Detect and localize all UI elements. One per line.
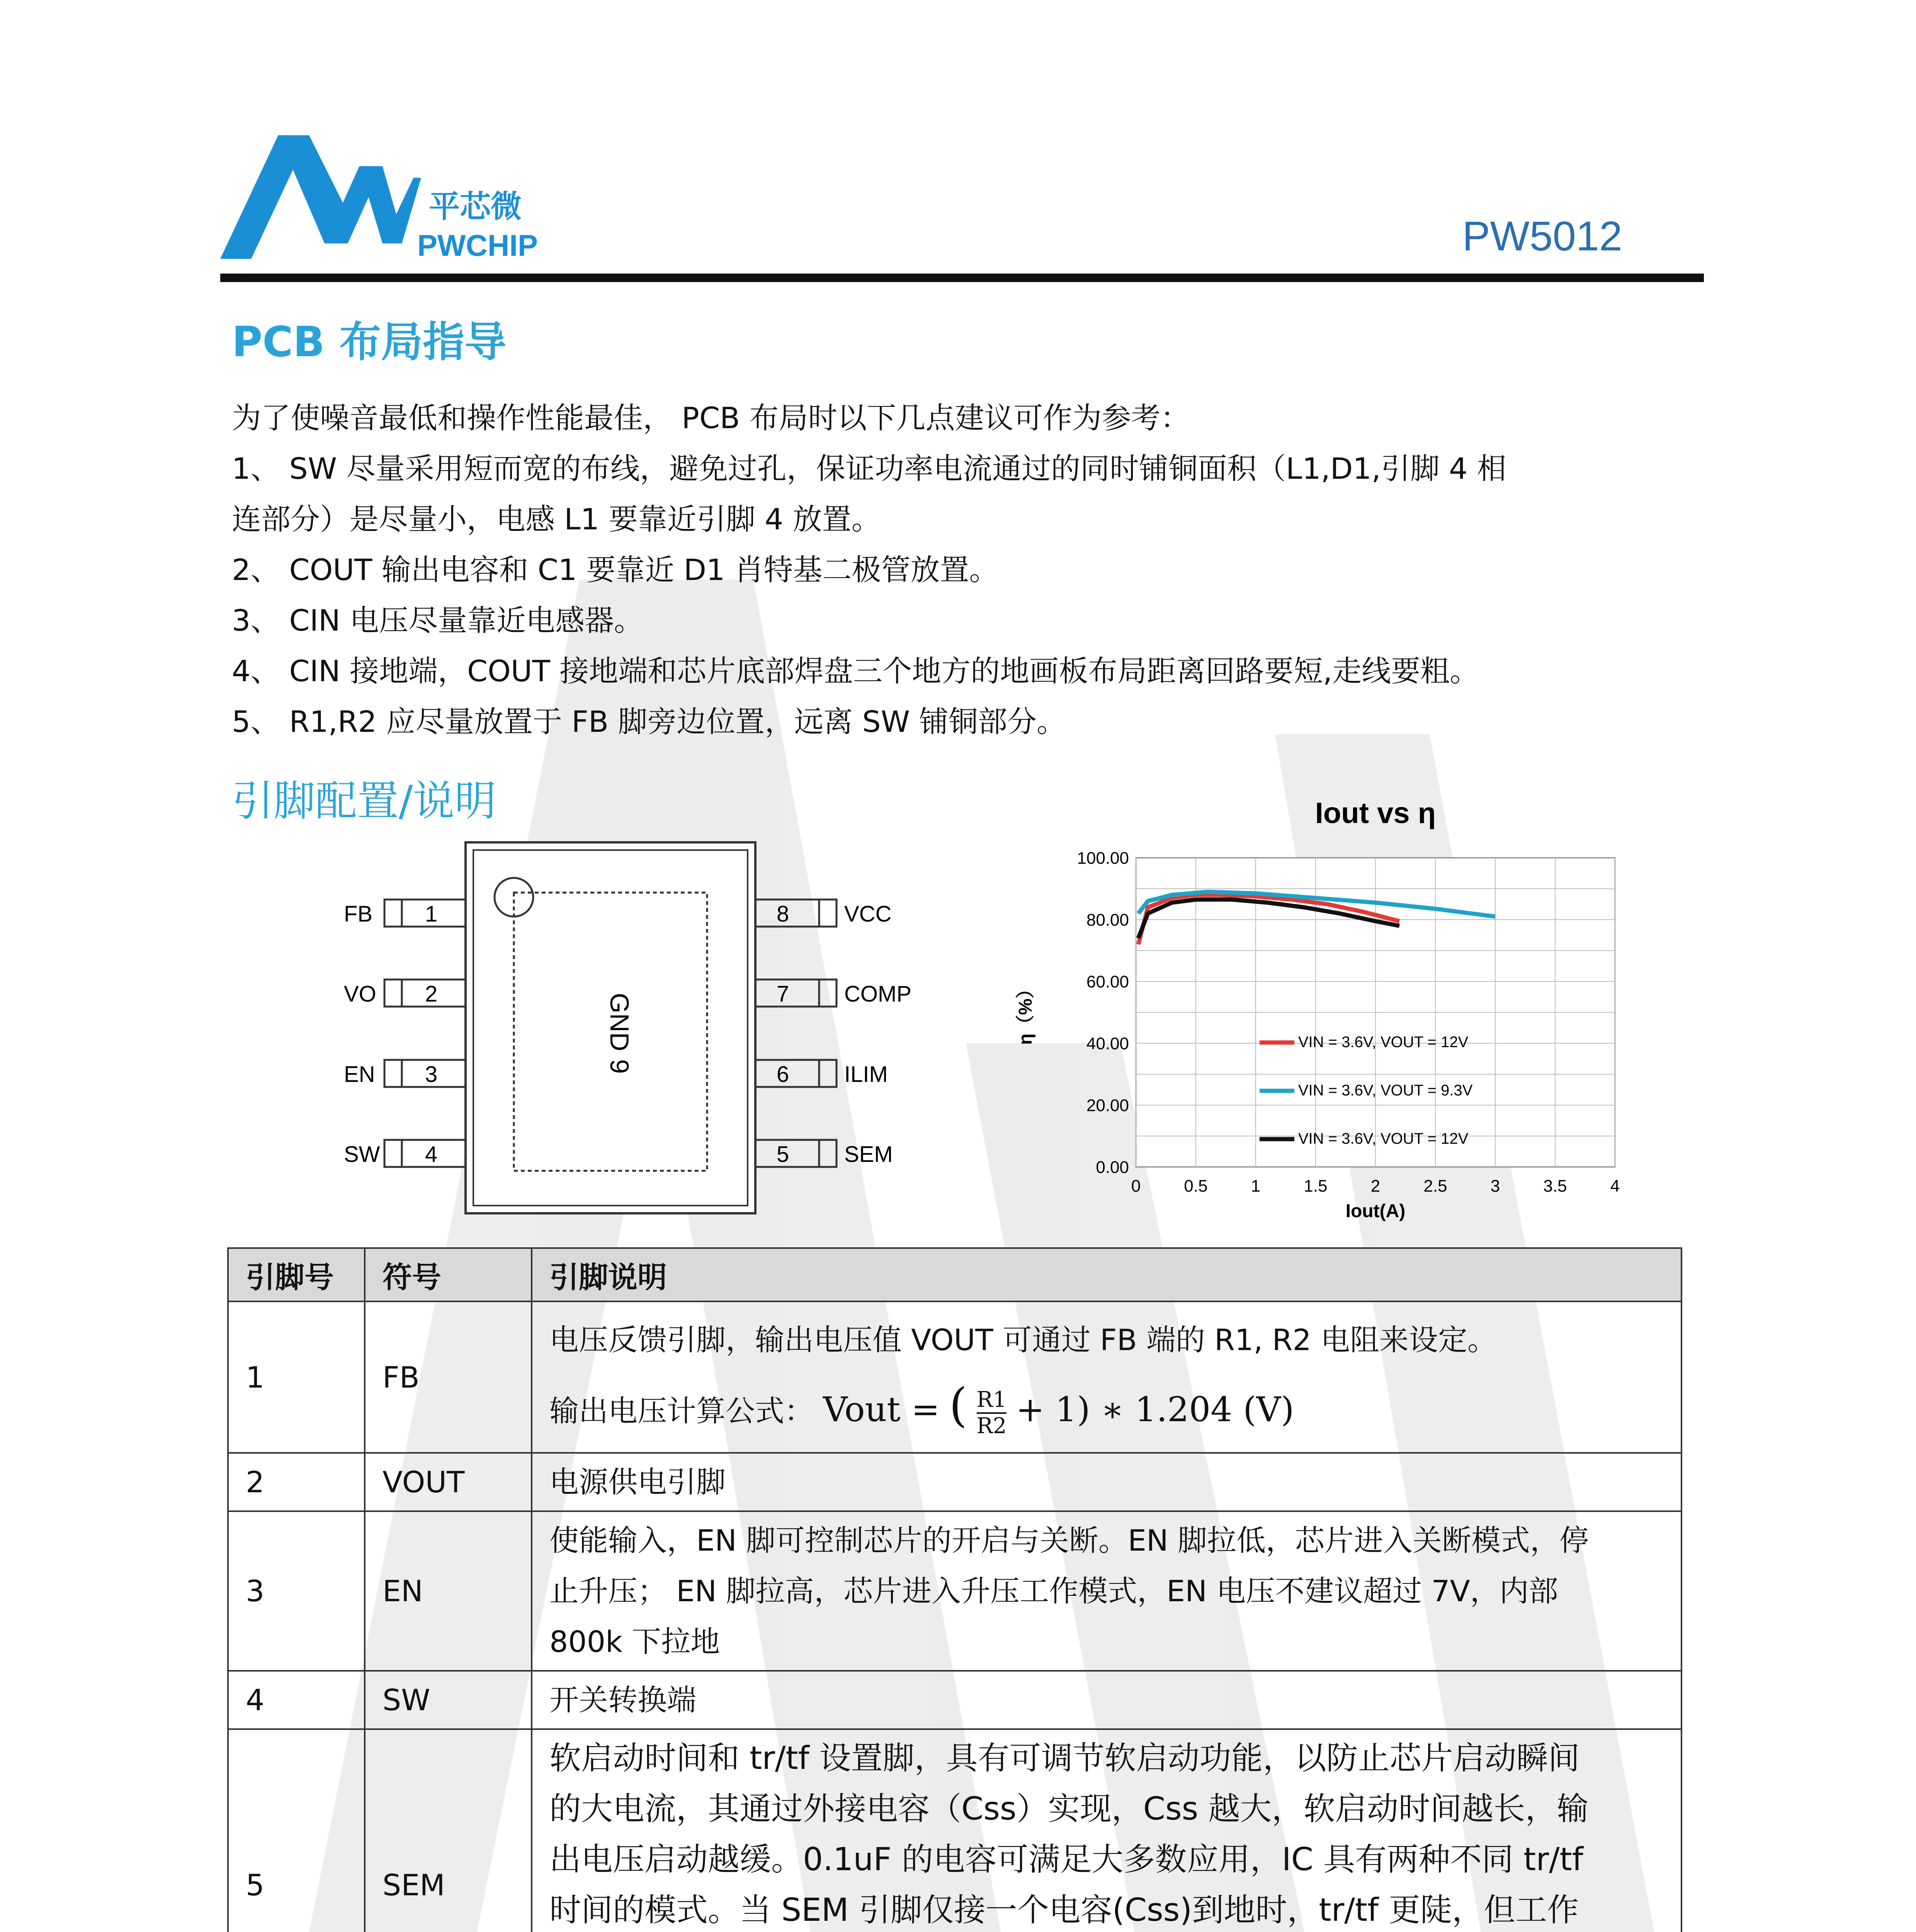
x-tick-label: 2.5 bbox=[1423, 1177, 1447, 1196]
legend-entry: VIN = 3.6V, VOUT = 12V bbox=[1298, 1034, 1469, 1051]
pin-description-cell bbox=[532, 1729, 1681, 1932]
description-line: 出电压启动越缓。0.1uF 的电容可满足大多数应用，IC 具有两种不同 tr/tf bbox=[549, 1841, 1583, 1878]
y-tick-label: 100.00 bbox=[1077, 849, 1129, 868]
pin-8-num: 8 bbox=[777, 901, 789, 927]
formula-line bbox=[549, 1377, 1664, 1440]
pin-7-name: COMP bbox=[844, 981, 911, 1007]
pin-6-name: ILIM bbox=[844, 1062, 888, 1087]
pin-number-cell: 5 bbox=[228, 1729, 365, 1932]
pin-number-cell: 2 bbox=[228, 1453, 365, 1511]
description-line: 开关转换端 bbox=[549, 1683, 696, 1717]
pin-2-num: 2 bbox=[425, 981, 438, 1007]
formula-label: 输出电压计算公式： bbox=[549, 1393, 814, 1428]
pin-description-cell bbox=[532, 1301, 1681, 1453]
pin-1-name: FB bbox=[344, 901, 373, 927]
pin-symbol-cell: FB bbox=[365, 1301, 532, 1453]
y-tick-label: 20.00 bbox=[1086, 1096, 1129, 1115]
pin-4-num: 4 bbox=[425, 1142, 438, 1167]
pcb-intro: 为了使噪音最低和操作性能最佳， PCB 布局时以下几点建议可作为参考： bbox=[232, 401, 1190, 435]
pin-symbol-cell: SEM bbox=[365, 1729, 532, 1932]
pin-6-num: 6 bbox=[777, 1062, 789, 1087]
pin-4-name: SW bbox=[344, 1142, 380, 1167]
pin-5-name: SEM bbox=[844, 1142, 893, 1167]
pin-symbol-cell: VOUT bbox=[365, 1453, 532, 1511]
description-line: 止升压； EN 脚拉高，芯片进入升压工作模式，EN 电压不建议超过 7V，内部 bbox=[549, 1574, 1558, 1608]
formula-open-paren: ( bbox=[949, 1378, 967, 1432]
chart-title: Iout vs η bbox=[1315, 797, 1436, 830]
formula-numerator: R1 bbox=[977, 1388, 1007, 1414]
col-header-symbol: 符号 bbox=[365, 1248, 532, 1301]
x-axis-label: Iout(A) bbox=[1345, 1201, 1406, 1221]
pinout-diagram bbox=[332, 835, 927, 1221]
pin-8-name: VCC bbox=[844, 901, 892, 927]
pin-symbol-cell: EN bbox=[365, 1511, 532, 1671]
brand-name-cn: 平芯微 bbox=[429, 189, 522, 224]
description-line: 电压反馈引脚，输出电压值 VOUT 可通过 FB 端的 R1, R2 电阻来设定。 bbox=[549, 1322, 1497, 1357]
pin-8-pad bbox=[755, 900, 836, 927]
formula-rhs: + 1) ∗ 1.204 (V) bbox=[1016, 1389, 1294, 1429]
pin-number-cell: 3 bbox=[228, 1511, 365, 1671]
formula-lhs: Vout = bbox=[823, 1389, 940, 1429]
description-line: 使能输入，EN 脚可控制芯片的开启与关断。EN 脚拉低，芯片进入关断模式，停 bbox=[549, 1523, 1589, 1558]
x-tick-label: 0.5 bbox=[1184, 1177, 1208, 1196]
pin-7-pad bbox=[755, 980, 836, 1007]
y-tick-label: 0.00 bbox=[1096, 1158, 1129, 1177]
col-header-pin-number: 引脚号 bbox=[228, 1248, 365, 1301]
description-line: 电源供电引脚 bbox=[549, 1465, 726, 1499]
pin-description-table bbox=[227, 1247, 1682, 1932]
pin-6-pad bbox=[755, 1060, 836, 1087]
pin-description-cell bbox=[532, 1671, 1681, 1729]
pin-5-num: 5 bbox=[777, 1142, 789, 1167]
legend-entry: VIN = 3.6V, VOUT = 12V bbox=[1298, 1130, 1469, 1147]
pcb-item: 连部分）是尽量小，电感 L1 要靠近引脚 4 放置。 bbox=[232, 502, 881, 536]
x-tick-label: 1 bbox=[1251, 1177, 1261, 1196]
pin-number-cell: 1 bbox=[228, 1301, 365, 1453]
gnd-number: 9 bbox=[605, 1059, 634, 1074]
x-tick-label: 1.5 bbox=[1304, 1177, 1328, 1196]
brand-name-en: PWCHIP bbox=[417, 228, 538, 262]
description-line: 的大电流，其通过外接电容（Css）实现，Css 越大，软启动时间越长，输 bbox=[549, 1791, 1589, 1827]
pin-description-cell bbox=[532, 1453, 1681, 1511]
pcb-item: 2、 COUT 输出电容和 C1 要靠近 D1 肖特基二极管放置。 bbox=[232, 553, 999, 587]
legend-entry: VIN = 3.6V, VOUT = 9.3V bbox=[1298, 1082, 1473, 1099]
y-tick-label: 80.00 bbox=[1086, 910, 1129, 930]
table-row bbox=[228, 1511, 1681, 1671]
pwchip-logo-icon bbox=[220, 128, 421, 267]
x-tick-label: 4 bbox=[1610, 1177, 1620, 1196]
pin-3-name: EN bbox=[344, 1062, 375, 1087]
table-row bbox=[228, 1301, 1681, 1453]
formula-denominator: R2 bbox=[976, 1413, 1007, 1439]
part-number: PW5012 bbox=[1462, 213, 1622, 259]
description-line: 800k 下拉地 bbox=[549, 1624, 720, 1659]
y-tick-label: 40.00 bbox=[1086, 1034, 1129, 1053]
pcb-item: 1、 SW 尽量采用短而宽的布线，避免过孔，保证功率电流通过的同时铺铜面积（L1,D1,引脚 4 相 bbox=[232, 451, 1506, 486]
header-rule bbox=[220, 274, 1704, 282]
pcb-item: 4、 CIN 接地端，COUT 接地端和芯片底部焊盘三个地方的地画板布局距离回路要短,走线要粗。 bbox=[232, 654, 1479, 688]
x-tick-label: 3 bbox=[1490, 1177, 1500, 1196]
y-axis-label: η（%） bbox=[1015, 980, 1036, 1045]
gnd-label: GND bbox=[605, 993, 634, 1051]
pin-5-pad bbox=[755, 1140, 836, 1167]
y-tick-label: 60.00 bbox=[1086, 972, 1129, 992]
pin-3-num: 3 bbox=[425, 1062, 438, 1087]
pin-number-cell: 4 bbox=[228, 1671, 365, 1729]
pin-2-name: VO bbox=[344, 981, 376, 1007]
pcb-item: 3、 CIN 电压尽量靠近电感器。 bbox=[232, 603, 644, 638]
table-row bbox=[228, 1453, 1681, 1511]
table-row bbox=[228, 1729, 1681, 1932]
pcb-item: 5、 R1,R2 应尽量放置于 FB 脚旁边位置，远离 SW 铺铜部分。 bbox=[232, 704, 1066, 739]
x-tick-label: 0 bbox=[1131, 1177, 1141, 1196]
pcb-section-title: PCB 布局指导 bbox=[232, 318, 507, 366]
pin-7-num: 7 bbox=[777, 981, 789, 1007]
pinout-section-title: 引脚配置/说明 bbox=[232, 777, 496, 825]
x-tick-label: 3.5 bbox=[1543, 1177, 1567, 1196]
efficiency-chart bbox=[989, 781, 1646, 1236]
table-header-row bbox=[228, 1248, 1681, 1301]
description-line: 时间的模式。当 SEM 引脚仅接一个电容(Css)到地时，tr/tf 更陡，但工作 bbox=[549, 1892, 1579, 1929]
pin-symbol-cell: SW bbox=[365, 1671, 532, 1729]
table-row bbox=[228, 1671, 1681, 1729]
pin-1-num: 1 bbox=[425, 901, 438, 927]
description-line: 软启动时间和 tr/tf 设置脚，具有可调节软启动功能，以防止芯片启动瞬间 bbox=[549, 1740, 1580, 1777]
pin-description-cell bbox=[532, 1511, 1681, 1671]
x-tick-label: 2 bbox=[1370, 1177, 1380, 1196]
formula-fraction bbox=[977, 1388, 1007, 1439]
col-header-description: 引脚说明 bbox=[532, 1248, 1681, 1301]
